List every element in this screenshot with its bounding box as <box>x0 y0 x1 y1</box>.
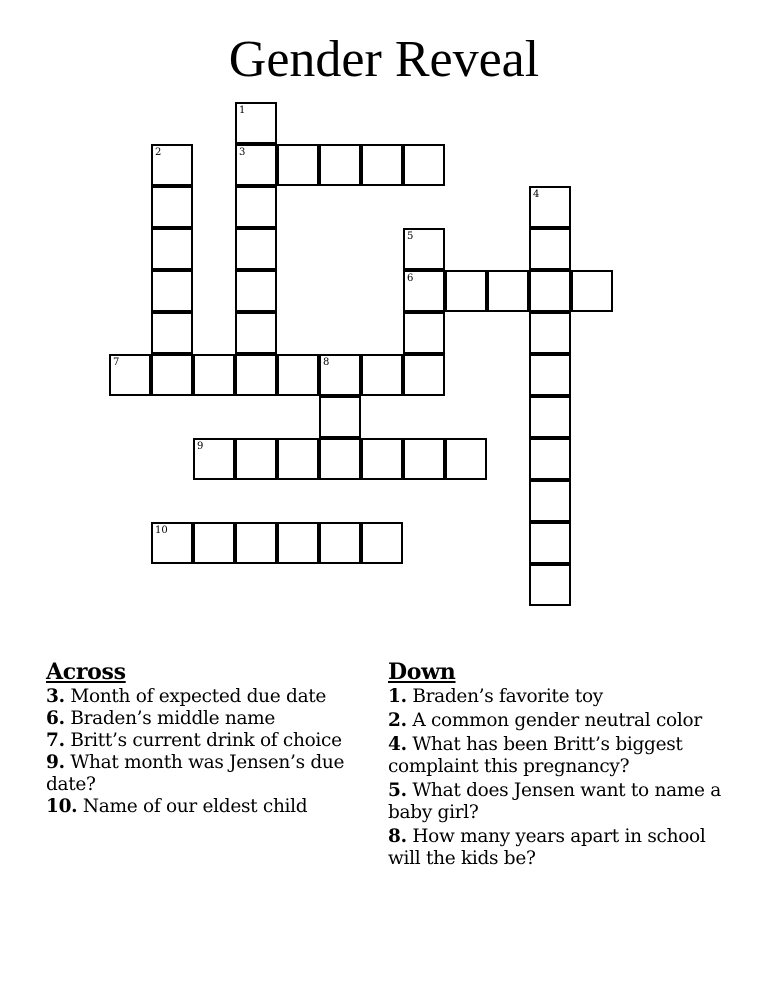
page-title: Gender Reveal <box>228 31 540 88</box>
grid-cell[interactable] <box>319 144 361 186</box>
grid-cell[interactable] <box>529 522 571 564</box>
grid-cell[interactable] <box>361 438 403 480</box>
clue-text: What month was Jensen’s due date? <box>46 752 345 795</box>
cell-number: 6 <box>407 273 414 284</box>
grid-cell[interactable] <box>529 564 571 606</box>
cell-number: 10 <box>155 525 168 536</box>
clue-number: 4. <box>388 734 407 755</box>
across-clue <box>46 730 366 752</box>
grid-cell[interactable] <box>151 270 193 312</box>
grid-cell[interactable] <box>193 522 235 564</box>
clue-text: What does Jensen want to name a baby girl? <box>388 780 721 823</box>
clue-text: How many years apart in school will the kids be? <box>388 826 706 869</box>
grid-cell[interactable] <box>151 522 193 564</box>
grid-cell[interactable] <box>361 354 403 396</box>
grid-cell[interactable] <box>403 354 445 396</box>
across-heading: Across <box>46 659 126 685</box>
grid-cell[interactable] <box>235 228 277 270</box>
cell-number: 4 <box>533 189 540 200</box>
down-clue <box>388 780 728 824</box>
grid-cell[interactable] <box>235 144 277 186</box>
grid-cell[interactable] <box>403 270 445 312</box>
down-clue <box>388 710 728 732</box>
grid-cell[interactable] <box>403 144 445 186</box>
grid-cell[interactable] <box>319 438 361 480</box>
across-clue <box>46 796 366 818</box>
down-heading: Down <box>388 659 456 685</box>
grid-cell[interactable] <box>235 438 277 480</box>
grid-cell[interactable] <box>445 438 487 480</box>
cell-number: 8 <box>323 357 330 368</box>
clue-text: Britt’s current drink of choice <box>70 730 342 751</box>
grid-cell[interactable] <box>529 186 571 228</box>
grid-cell[interactable] <box>109 354 151 396</box>
grid-cell[interactable] <box>403 438 445 480</box>
grid-cell[interactable] <box>529 438 571 480</box>
grid-cell[interactable] <box>235 186 277 228</box>
clue-number: 1. <box>388 686 407 707</box>
grid-cell[interactable] <box>529 396 571 438</box>
grid-cell[interactable] <box>277 354 319 396</box>
grid-cell[interactable] <box>529 480 571 522</box>
grid-cell[interactable] <box>529 354 571 396</box>
grid-cell[interactable] <box>151 144 193 186</box>
clue-text: What has been Britt’s biggest complaint this pregnancy? <box>388 734 683 777</box>
across-clue <box>46 752 366 796</box>
cell-number: 9 <box>197 441 204 452</box>
down-clue <box>388 734 728 778</box>
down-clue <box>388 686 728 708</box>
clue-number: 3. <box>46 686 65 707</box>
clue-text: Braden’s middle name <box>70 708 276 729</box>
grid-cell[interactable] <box>529 270 571 312</box>
grid-cell[interactable] <box>235 354 277 396</box>
clue-text: Month of expected due date <box>70 686 327 707</box>
grid-cell[interactable] <box>235 312 277 354</box>
clue-number: 2. <box>388 710 407 731</box>
clue-number: 5. <box>388 780 407 801</box>
cell-number: 1 <box>239 105 246 116</box>
across-clue <box>46 708 366 730</box>
grid-cell[interactable] <box>319 396 361 438</box>
cell-number: 5 <box>407 231 414 242</box>
grid-cell[interactable] <box>361 522 403 564</box>
grid-cell[interactable] <box>487 270 529 312</box>
grid-cell[interactable] <box>235 270 277 312</box>
across-clues <box>46 658 366 818</box>
grid-cell[interactable] <box>151 186 193 228</box>
clue-number: 10. <box>46 796 78 817</box>
down-clues <box>388 658 728 872</box>
grid-cell[interactable] <box>277 522 319 564</box>
grid-cell[interactable] <box>277 144 319 186</box>
grid-cell[interactable] <box>319 522 361 564</box>
cell-number: 2 <box>155 147 162 158</box>
grid-cell[interactable] <box>235 522 277 564</box>
grid-cell[interactable] <box>151 312 193 354</box>
clue-text: Braden’s favorite toy <box>412 686 603 707</box>
grid-cell[interactable] <box>193 354 235 396</box>
clue-number: 8. <box>388 826 407 847</box>
grid-cell[interactable] <box>403 228 445 270</box>
down-clue <box>388 826 728 870</box>
clue-number: 7. <box>46 730 65 751</box>
clue-text: Name of our eldest child <box>82 796 308 817</box>
clue-number: 6. <box>46 708 65 729</box>
grid-cell[interactable] <box>445 270 487 312</box>
across-clue <box>46 686 366 708</box>
grid-cell[interactable] <box>361 144 403 186</box>
grid-cell[interactable] <box>403 312 445 354</box>
cell-number: 7 <box>113 357 120 368</box>
grid-cell[interactable] <box>151 354 193 396</box>
grid-cell[interactable] <box>151 228 193 270</box>
grid-cell[interactable] <box>193 438 235 480</box>
grid-cell[interactable] <box>571 270 613 312</box>
clue-number: 9. <box>46 752 65 773</box>
grid-cell[interactable] <box>235 102 277 144</box>
grid-cell[interactable] <box>529 228 571 270</box>
cell-number: 3 <box>239 147 246 158</box>
clue-text: A common gender neutral color <box>412 710 702 731</box>
grid-cell[interactable] <box>319 354 361 396</box>
grid-cell[interactable] <box>529 312 571 354</box>
grid-cell[interactable] <box>277 438 319 480</box>
